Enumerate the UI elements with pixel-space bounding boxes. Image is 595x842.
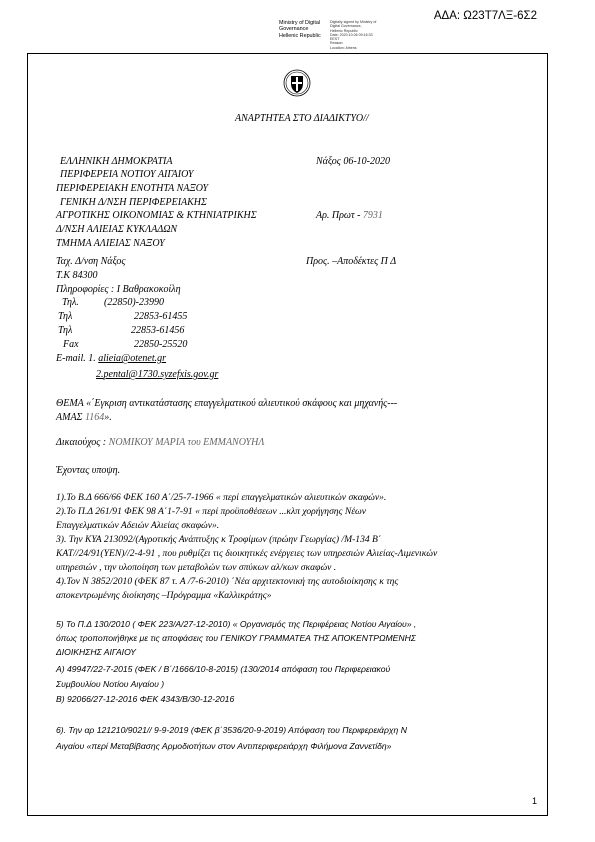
item-line: Α) 49947/22-7-2015 (ΦΕΚ / Β΄/1666/10-8-2015) (130/2014 απόφαση του Περιφερειακού — [56, 664, 391, 674]
post-notice: ΑΝΑΡΤΗΤΕΑ ΣΤΟ ΔΙΑΔΙΚΤΥΟ// — [235, 113, 369, 124]
item-line: αποκεντρωμένης διοίκησης –Πρόγραμμα «Καλλικράτης» — [56, 590, 272, 601]
subject-line-1: ΘΕΜΑ «΄Εγκριση αντικατάστασης επαγγελματικού αλιευτικού σκάφους και μηχανής--- — [56, 398, 398, 409]
signature-meta-line: Hellenic Republic — [330, 28, 358, 33]
header-line: Ταχ. Δ/νση Νάξος — [56, 256, 126, 267]
header-line: Πληροφορίες : Ι Βαθρακοκοίλη — [56, 284, 181, 295]
item-line: 5) Το Π.Δ 130/2010 ( ΦΕΚ 223/Α/27-12-2010) « Οργανισμός της Περιφέρειας Νοτίου Αιγαίου» , — [56, 619, 417, 629]
header-line: Τ.Κ 84300 — [56, 270, 98, 281]
signature-org — [279, 20, 321, 39]
beneficiary — [56, 437, 264, 448]
item-line: 2).Το Π.Δ 261/91 ΦΕΚ 98 Α΄1-7-91 « περί προϋποθέσεων ...κλπ χορήγησης Νέων — [56, 506, 367, 517]
signature-meta-line: Digitally signed by Ministry of — [330, 20, 377, 24]
item-line: 4).Τον Ν 3852/2010 (ΦΕΚ 87 τ. Α /7-6-2010) ΄Νέα αρχιτεκτονική της αυτοδιοίκησης κ της — [56, 576, 399, 587]
signature-org-line: Governance — [279, 26, 309, 33]
contact-label: Τηλ — [58, 311, 73, 322]
recipients: Προς. –Αποδέκτες Π Δ — [306, 256, 397, 267]
item-line: Αιγαίου «περί Μεταβίβασης Αρμοδιοτήτων στον Αντιπεριφερειάρχη Φιλήμονα Ζαννετίδη» — [56, 741, 392, 751]
considering: Έχοντας υποψη. — [56, 465, 121, 476]
subject-ams: ΑΜΑΣ — [56, 412, 83, 423]
protocol-label: Αρ. Πρωτ - — [316, 210, 361, 221]
header-line: Δ/ΝΣΗ ΑΛΙΕΙΑΣ ΚΥΚΛΑΔΩΝ — [56, 224, 178, 235]
protocol-number: 7931 — [362, 210, 383, 221]
item-line: Επαγγελματικών Αδειών Αλιείας σκαφών». — [56, 520, 220, 531]
contact-value: 22850-25520 — [134, 339, 188, 350]
subject-line-2 — [56, 412, 112, 423]
greek-emblem-icon — [283, 69, 311, 97]
item-line: ΚΑΤ//24/91(ΥΕΝ)//2-4-91 , που ρυθμίζει τις διοικητικές ενέργειες των υπηρεσιών Αλιείας-Λιμενικών — [56, 548, 438, 559]
page-number: 1 — [531, 796, 537, 806]
contact-label: Fax — [63, 339, 79, 350]
signature-meta-line: Reason: — [330, 41, 344, 46]
contact-label: Τηλ. — [62, 297, 79, 308]
protocol — [316, 210, 383, 221]
subject-ams-number: 1164 — [85, 412, 105, 423]
header-line: ΤΜΗΜΑ ΑΛΙΕΙΑΣ ΝΑΞΟΥ — [56, 238, 165, 249]
item-line: 3). Την ΚΥΑ 213092/(Αγροτικής Ανάπτυξης κ Τροφίμων (πρώην Γεωργίας) /Μ-134 Β΄ — [56, 534, 382, 545]
email-prefix-2: 2. — [96, 369, 104, 380]
email-line-2 — [96, 369, 218, 380]
signature-org-line: Hellenic Republic — [279, 32, 321, 39]
subject-suffix: ». — [104, 412, 112, 423]
item-line: όπως τροποποιήθηκε με τις αποφάσεις του ΓΕΝΙΚΟΥ ΓΡΑΜΜΑΤΕΑ ΤΗΣ ΑΠΟΚΕΝΤΡΩΜΕΝΗΣ — [56, 633, 416, 643]
signature-org-line: Ministry of Digital — [279, 20, 321, 26]
beneficiary-name: ΝΟΜΙΚΟΥ ΜΑΡΙΑ του ΕΜΜΑΝΟΥΗΛ — [108, 437, 265, 448]
ada-code: ΑΔΑ: Ω23Τ7ΛΞ-6Σ2 — [433, 10, 537, 22]
item-line: υπηρεσιών , την υλοποίηση των μεταβολών των σπύκων αλ/κων σκαφών . — [56, 562, 337, 573]
contact-value: 22853-61455 — [134, 311, 188, 322]
signature-meta — [330, 20, 376, 50]
header-line: ΓΕΝΙΚΗ Δ/ΝΣΗ ΠΕΡΙΦΕΡΕΙΑΚΗΣ — [60, 197, 207, 208]
item-line: 1).Το Β.Δ 666/66 ΦΕΚ 160 Α΄/25-7-1966 « περί επαγγελματικών αλιευτικών σκαφών». — [56, 492, 387, 503]
contact-value: (22850)-23990 — [104, 297, 164, 308]
item-line: Β) 92066/27-12-2016 ΦΕΚ 4343/Β/30-12-2016 — [56, 694, 235, 704]
header-line: ΠΕΡΙΦΕΡΕΙΑΚΗ ΕΝΟΤΗΤΑ ΝΑΞΟΥ — [56, 183, 209, 194]
signature-meta-line: Date: 2020.10.06 09:16:33 — [330, 32, 373, 37]
place-date: Νάξος 06-10-2020 — [316, 156, 390, 167]
item-line: Συμβουλίου Νοτίου Αιγαίου ) — [56, 679, 165, 689]
signature-meta-line: EEST — [330, 37, 340, 42]
email-label: E-mail. 1. — [56, 353, 96, 364]
contact-label: Τηλ — [58, 325, 73, 336]
item-line: 6). Την αρ 121210/9021// 9-9-2019 (ΦΕΚ β΄3536/20-9-2019) Απόφαση του Περιφερειάρχη Ν — [56, 725, 407, 735]
email-link-1[interactable]: alieia@otenet.gr — [98, 353, 167, 364]
email-line — [56, 353, 166, 364]
header-line: ΠΕΡΙΦΕΡΕΙΑ ΝΟΤΙΟΥ ΑΙΓΑΙΟΥ — [60, 169, 194, 180]
header-line: ΑΓΡΟΤΙΚΗΣ ΟΙΚΟΝΟΜΙΑΣ & ΚΤΗΝΙΑΤΡΙΚΗΣ — [56, 210, 257, 221]
beneficiary-label: Δικαιούχος : — [56, 437, 107, 448]
item-line: ΔΙΟΙΚΗΣΗΣ ΑΙΓΑΙΟΥ — [56, 647, 137, 657]
email-link-2[interactable]: pental@1730.syzefxis.gov.gr — [103, 369, 219, 380]
header-line: ΕΛΛΗΝΙΚΗ ΔΗΜΟΚΡΑΤΙΑ — [60, 156, 173, 167]
contact-value: 22853-61456 — [131, 325, 185, 336]
signature-meta-line: Digital Governance, — [330, 24, 362, 29]
signature-meta-line: Location: Athens — [330, 45, 357, 50]
